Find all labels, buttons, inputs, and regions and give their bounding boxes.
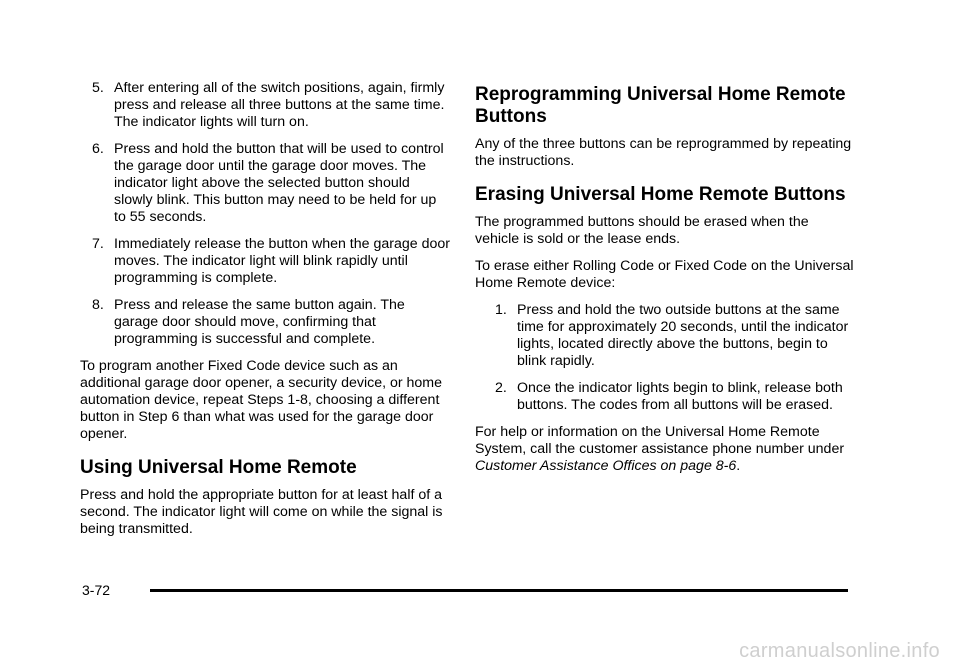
step-number: 5. — [92, 80, 104, 96]
paragraph-reprogramming: Any of the three buttons can be reprogrammed by repeating the instructions. — [475, 136, 852, 169]
heading-using-remote: Using Universal Home Remote — [80, 457, 357, 478]
step-text: Once the indicator lights begin to blink, release both buttons. The codes from all buttons will be erased. — [517, 380, 843, 413]
step-text: Immediately release the button when the garage door moves. The indicator light will blink rapidly until programming is complete. — [114, 236, 450, 286]
help-text-end: . — [736, 458, 741, 474]
footer-rule — [150, 589, 848, 592]
heading-reprogramming: Reprogramming Universal Home Remote Buttons — [475, 84, 846, 127]
step-number: 6. — [92, 141, 104, 157]
help-text: For help or information on the Universal Home Remote System, call the customer assistance phone number under — [475, 424, 845, 457]
list-item — [80, 297, 450, 348]
list-item — [475, 302, 855, 370]
list-item — [80, 80, 450, 131]
list-item — [80, 236, 450, 287]
step-text: Press and hold the two outside buttons at the same time for approximately 20 seconds, until the indicator lights, located directly above the buttons, begin to blink rapidly. — [517, 302, 849, 369]
right-column — [475, 84, 855, 485]
heading-erasing: Erasing Universal Home Remote Buttons — [475, 184, 846, 205]
step-number: 8. — [92, 297, 104, 313]
step-text: After entering all of the switch positions, again, firmly press and release all three buttons at the same time. The indicator lights will turn on. — [114, 80, 445, 130]
list-item — [80, 141, 450, 226]
watermark: carmanualsonline.info — [739, 640, 940, 662]
page-number: 3-72 — [82, 582, 111, 598]
step-list-right — [475, 302, 855, 414]
step-text: Press and release the same button again. The garage door should move, confirming that programming is successful and complete. — [114, 297, 405, 347]
step-number: 1. — [495, 302, 507, 318]
paragraph-fixed-code: To program another Fixed Code device such as an additional garage door opener, a security device, or home automation device, repeat Steps 1-8, choosing a different button in Step 6 than what was used for the garage door opener. — [80, 358, 443, 442]
step-number: 7. — [92, 236, 104, 252]
paragraph-help — [475, 424, 855, 475]
paragraph-erasing-intro: The programmed buttons should be erased when the vehicle is sold or the lease ends. — [475, 214, 809, 247]
cross-reference-link[interactable]: Customer Assistance Offices on page 8-6 — [475, 458, 737, 474]
left-column — [80, 80, 450, 548]
step-list-left — [80, 80, 450, 348]
paragraph-using-remote: Press and hold the appropriate button for at least half of a second. The indicator light will come on while the signal is being transmitted. — [80, 487, 443, 537]
list-item — [475, 380, 855, 414]
step-text: Press and hold the button that will be used to control the garage door until the garage door moves. The indicator light above the selected button should slowly blink. This button may need to be held for up to 55 seconds. — [114, 141, 444, 225]
paragraph-erase-code: To erase either Rolling Code or Fixed Code on the Universal Home Remote device: — [475, 258, 854, 291]
step-number: 2. — [495, 380, 507, 396]
